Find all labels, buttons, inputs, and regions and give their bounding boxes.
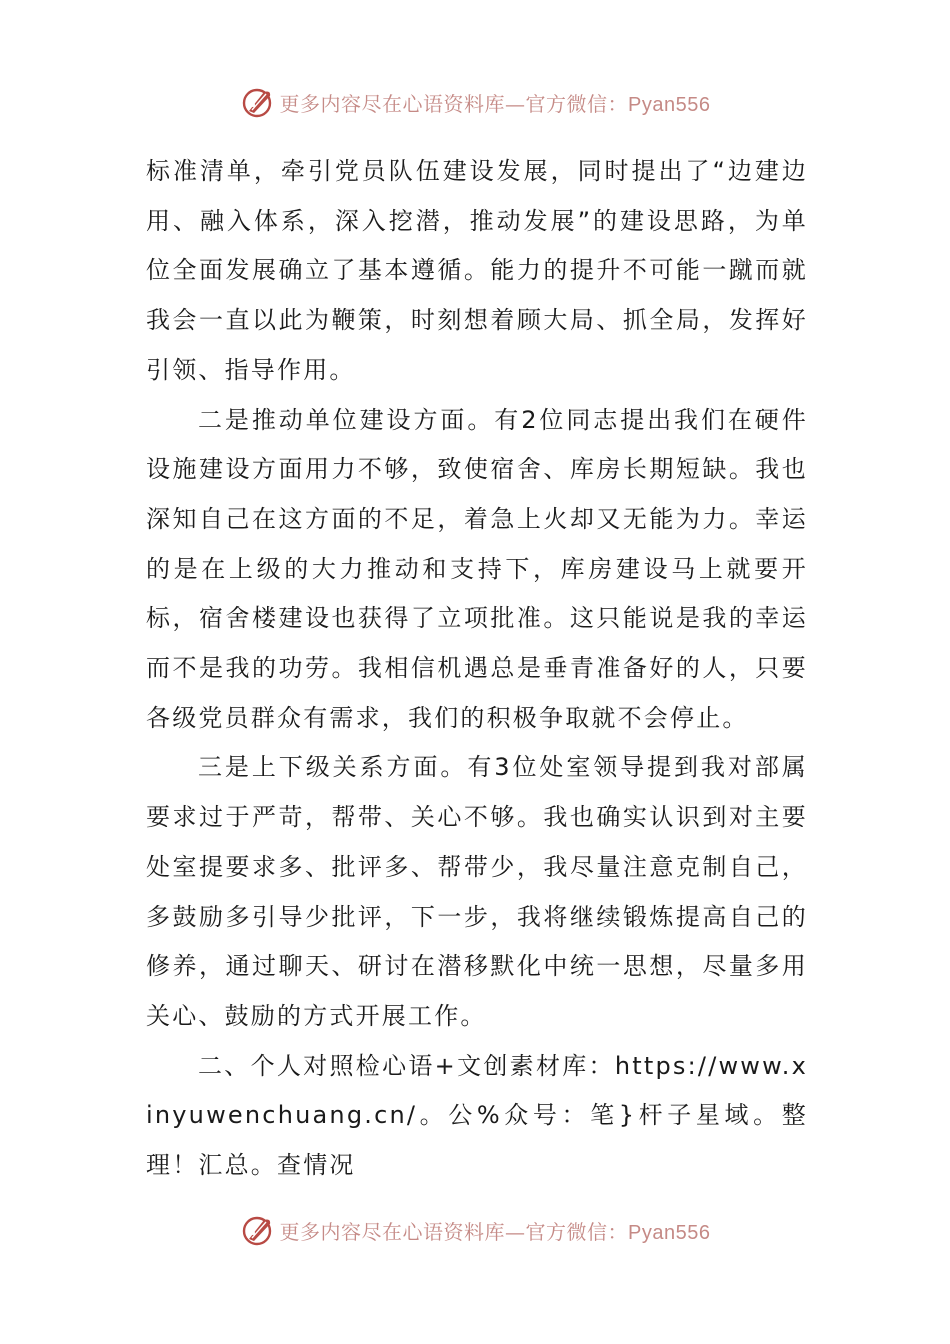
- footer-banner: [0, 1208, 950, 1252]
- banner-text: [280, 88, 711, 117]
- banner-wechat-id: Pyan556: [628, 93, 711, 116]
- paragraph-4: 二、个人对照检心语+文创素材库：https://www.xinyuwenchuang.cn/。公%众号：笔}杆子星域。整理！汇总。查情况: [146, 1051, 808, 1180]
- banner-wechat-id: Pyan556: [628, 1221, 711, 1244]
- banner-slogan: 更多内容尽在心语资料库—官方微信：: [279, 1219, 629, 1244]
- document-body: [146, 147, 808, 1191]
- quill-logo-icon: [240, 84, 276, 120]
- paragraph-1: 标准清单，牵引党员队伍建设发展，同时提出了“边建边用、融入体系，深入挖潜，推动发展”的建设思路，为单位全面发展确立了基本遵循。能力的提升不可能一蹴而就我会一直以此为鞭策，时刻想着顾大局、抓全局，发挥好引领、指导作用。: [146, 157, 808, 384]
- paragraph-3: 三是上下级关系方面。有3位处室领导提到我对部属要求过于严苛，帮带、关心不够。我也确实认识到对主要处室提要求多、批评多、帮带少，我尽量注意克制自己，多鼓励多引导少批评，下一步，我将继续锻炼提高自己的修养，通过聊天、研讨在潜移默化中统一思想，尽量多用关心、鼓励的方式开展工作。: [146, 753, 808, 1030]
- header-banner: [0, 80, 950, 124]
- paragraph-2: 二是推动单位建设方面。有2位同志提出我们在硬件设施建设方面用力不够，致使宿舍、库房长期短缺。我也深知自己在这方面的不足，着急上火却又无能为力。幸运的是在上级的大力推动和支持下，库房建设马上就要开标，宿舍楼建设也获得了立项批准。这只能说是我的幸运而不是我的功劳。我相信机遇总是垂青准备好的人，只要各级党员群众有需求，我们的积极争取就不会停止。: [146, 405, 808, 732]
- banner-slogan: 更多内容尽在心语资料库—官方微信：: [279, 91, 629, 116]
- banner-text: [280, 1216, 711, 1245]
- quill-logo-icon: [240, 1212, 276, 1248]
